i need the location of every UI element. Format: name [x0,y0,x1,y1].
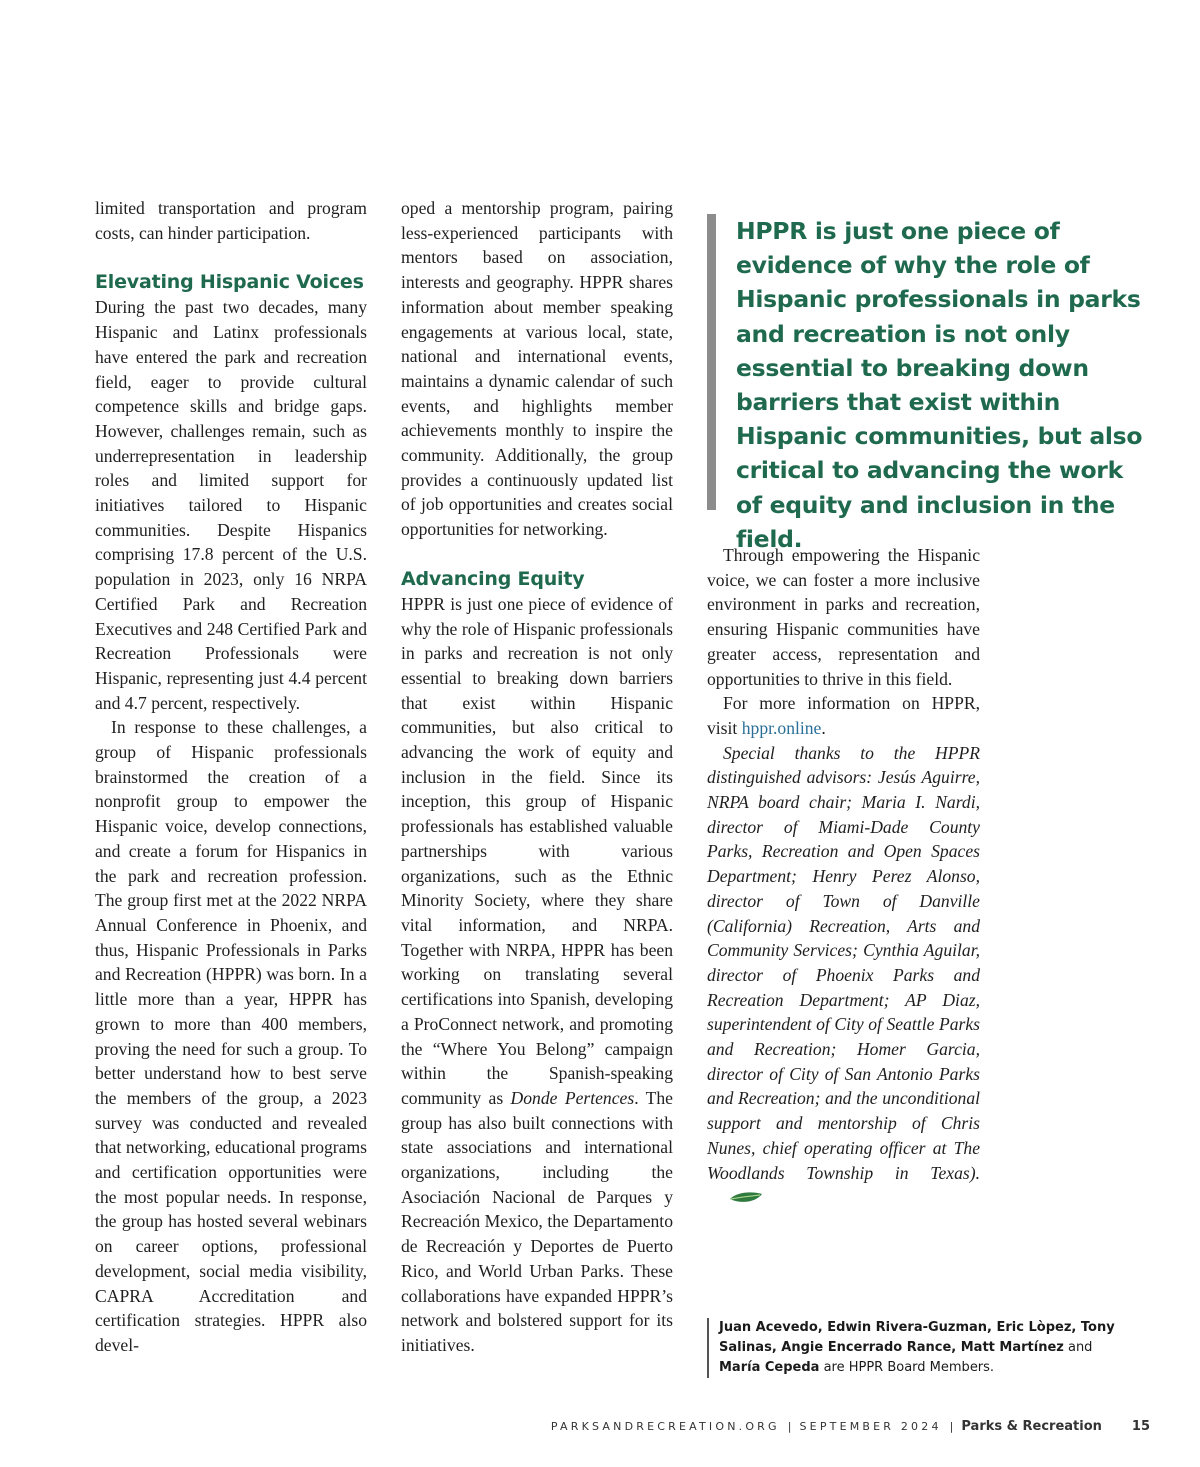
text-span: . The group has also built connections with state associations and international organizations, including the Asociación Nacional de Parques y Recreación Mexico, the Departamento de Recreación y Deportes de Puerto Rico, and World Urban Parks. These collaborations have expanded HPPR’s network and bolstered support for its initiatives. [401,1087,673,1355]
special-thanks-paragraph [707,741,980,1212]
body-paragraph: oped a mentorship program, pairing less-experienced participants with mentors based on association, interests and geography. HPPR shares information about member speaking engagements at various local, state, national and international events, maintains a dynamic calendar of such events, and highlights member achievements monthly to inspire the community. Additionally, the group provides a continuously updated list of job opportunities and creates social opportunities for networking. [401,198,673,540]
pull-quote: HPPR is just one piece of evidence of why the role of Hispanic professionals in parks and recreation is not only essential to breaking down barriers that exist within Hispanic communities, but also critical to advancing the work of equity and inclusion in the field. [707,214,1156,510]
author-bio [707,1318,1119,1378]
intro-paragraph: limited transportation and program costs, can hinder participation. [95,198,367,243]
text-span: HPPR is just one piece of evidence of why the role of Hispanic professionals in parks and recreation is not only essential to breaking down barriers that exist within Hispanic communities, but also critical to advancing the work of equity and inclusion in the field. Since its inception, this group of Hispanic professionals has established valuable partnerships with various organizations, such as the Ethnic Minority Society, where they share vital information, and NRPA. Together with NRPA, HPPR has been working on translating several certifications into Spanish, developing a ProConnect network, and promoting the “Where You Belong” campaign within the Spanish-speaking community as [401,593,673,1108]
column-3 [707,543,980,1212]
heading-elevating-hispanic-voices: Elevating Hispanic Voices [95,271,364,294]
text-span: For more information on HPPR, visit [707,693,980,738]
body-paragraph [707,691,980,740]
footer-separator: | [787,1419,792,1433]
hppr-website-link[interactable]: hppr.online [741,717,822,738]
body-paragraph: Through empowering the Hispanic voice, we can foster a more inclusive environment in parks and recreation, ensuring Hispanic communities have greater access, representation and opportunities to thrive in this field. [707,545,980,689]
column-2 [401,196,673,1358]
body-paragraph [401,592,673,1358]
footer-magazine: Parks & Recreation [961,1418,1102,1434]
campaign-name: Donde Pertences [510,1087,635,1108]
bio-names: Juan Acevedo, Edwin Rivera-Guzman, Eric Lòpez, Tony Salinas, Angie Encerrado Rance, Matt Martínez [719,1320,1115,1355]
page-number: 15 [1131,1418,1150,1434]
body-paragraph: During the past two decades, many Hispanic and Latinx professionals have entered the park and recreation field, eager to provide cultural competence skills and bridge gaps. However, challenges remain, such as underrepresentation in leadership roles and limited support for initiatives tailored to Hispanic communities. Despite Hispanics comprising 17.8 percent of the U.S. population in 2023, only 16 NRPA Certified Park and Recreation Executives and 248 Certified Park and Recreation Professionals were Hispanic, representing just 4.4 percent and 4.7 percent, respectively. [95,297,367,713]
footer-date: SEPTEMBER 2024 [799,1419,942,1433]
thanks-text: Special thanks to the HPPR distinguished advisors: Jesús Aguirre, NRPA board chair; Maria I. Nardi, director of Miami-Dade County Parks, Recreation and Open Spaces Department; Henry Perez Alonso, director of Town of Danville (California) Recreation, Arts and Community Services; Cynthia Aguilar, director of Phoenix Parks and Recreation Department; AP Diaz, superintendent of City of Seattle Parks and Recreation; Homer Garcia, director of City of San Antonio Parks and Recreation; and the unconditional support and mentorship of Chris Nunes, chief operating officer at The Woodlands Township in Texas). [707,742,980,1183]
bio-suffix: are HPPR Board Members. [819,1360,995,1375]
column-1 [95,196,367,1358]
footer-site: PARKSANDRECREATION.ORG [550,1419,780,1433]
footer-separator: | [949,1419,954,1433]
page-footer [551,1416,1150,1436]
leaf-icon [713,1187,763,1212]
body-paragraph: In response to these challenges, a group of Hispanic professionals brainstormed the creation of a nonprofit group to empower the Hispanic voice, develop connections, and create a forum for Hispanics in the park and recreation profession. The group first met at the 2022 NRPA Annual Conference in Phoenix, and thus, Hispanic Professionals in Parks and Recreation (HPPR) was born. In a little more than a year, HPPR has grown to more than 400 members, proving the need for such a group. To better understand how to best serve the members of the group, a 2023 survey was conducted and revealed that networking, educational programs and certification opportunities were the most popular needs. In response, the group has hosted several webinars on career options, professional development, social media visibility, CAPRA Accreditation and certification strategies. HPPR also devel- [95,717,367,1355]
text-span: . [821,717,826,738]
heading-advancing-equity: Advancing Equity [401,567,585,590]
bio-and: and [1063,1340,1093,1355]
bio-last-name: María Cepeda [719,1360,820,1375]
